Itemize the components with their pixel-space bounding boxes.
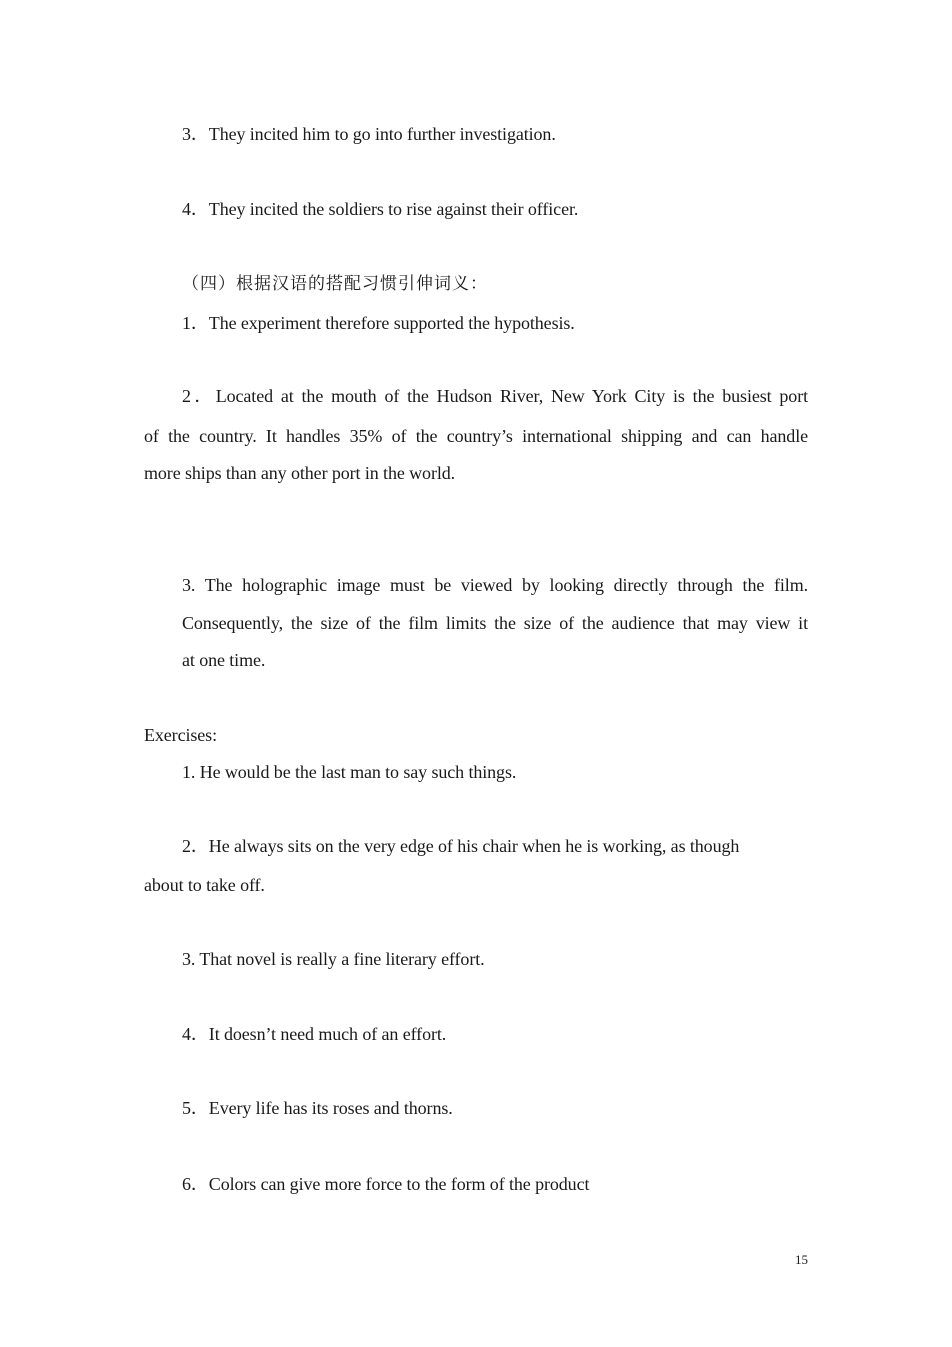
example-sentence-4: 4．They incited the soldiers to rise against their officer. [182, 199, 579, 219]
paragraph-2-line-1: 2．Located at the mouth of the Hudson River, New York City is the busiest port [182, 386, 808, 406]
exercise-4: 4．It doesn’t need much of an effort. [182, 1024, 447, 1044]
paragraph-3-line-2: Consequently, the size of the film limits the size of the audience that may view it [182, 613, 808, 633]
exercise-2-line-1: 2．He always sits on the very edge of his chair when he is working, as though [182, 836, 740, 856]
exercise-1: 1. He would be the last man to say such things. [182, 762, 517, 782]
paragraph-3-line-1: 3. The holographic image must be viewed by looking directly through the film. [182, 575, 808, 595]
paragraph-3-line-3: at one time. [182, 650, 266, 670]
exercise-2-line-2: about to take off. [144, 875, 265, 895]
example-sentence-3: 3．They incited him to go into further investigation. [182, 124, 556, 144]
page-number: 15 [795, 1252, 808, 1267]
exercise-3: 3. That novel is really a fine literary effort. [182, 949, 485, 969]
paragraph-2-line-3: more ships than any other port in the world. [144, 463, 456, 483]
exercises-heading: Exercises: [144, 725, 217, 745]
section-heading: （四）根据汉语的搭配习惯引伸词义： [182, 274, 488, 294]
exercise-6: 6．Colors can give more force to the form of the product [182, 1174, 590, 1194]
exercise-5: 5．Every life has its roses and thorns. [182, 1098, 453, 1118]
paragraph-2-line-2: of the country. It handles 35% of the country’s international shipping and can handle [144, 426, 808, 446]
example-sentence-1: 1．The experiment therefore supported the hypothesis. [182, 313, 575, 333]
